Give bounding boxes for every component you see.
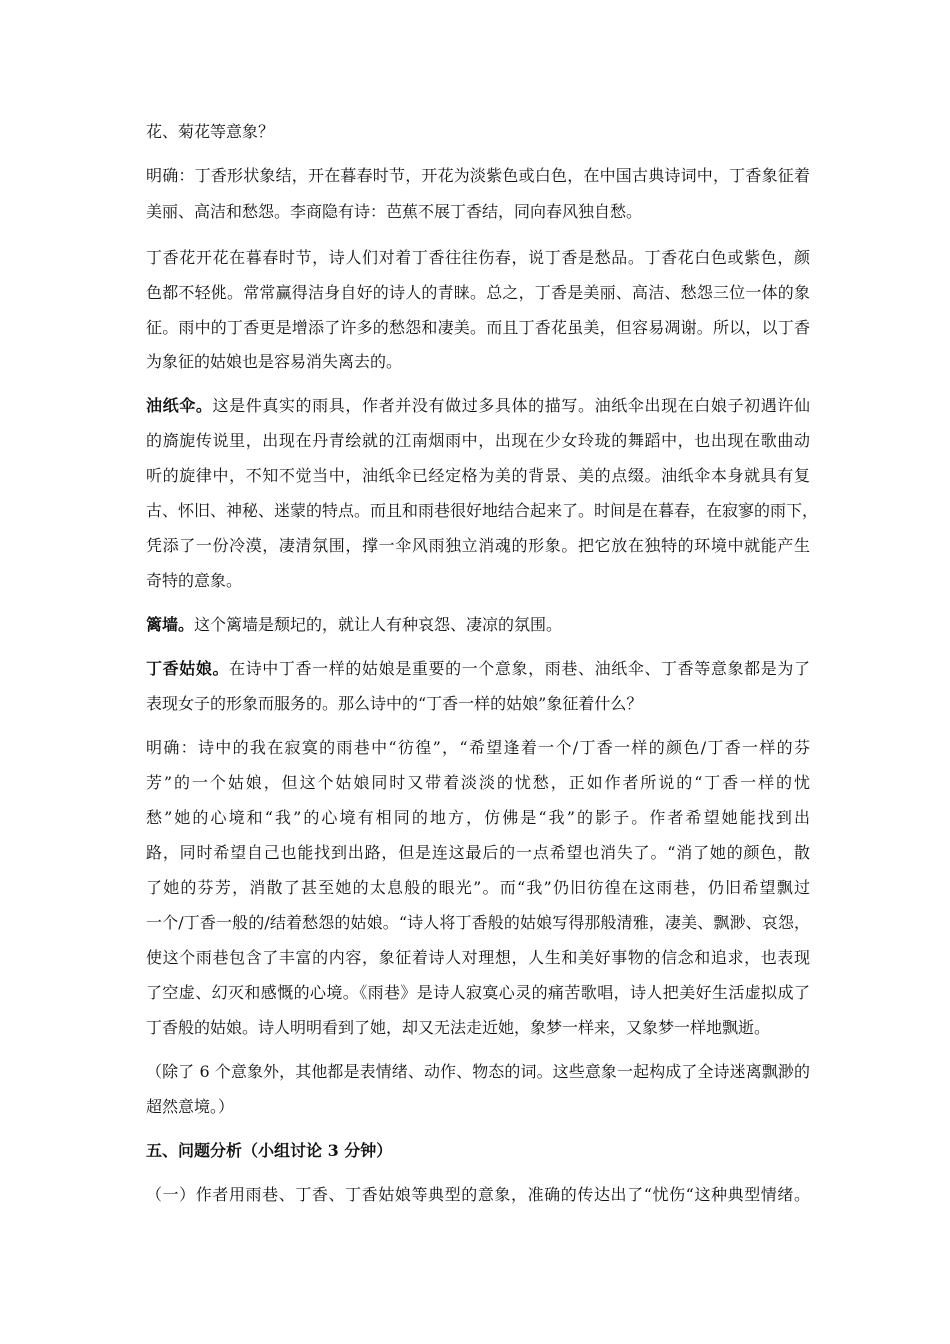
text-line <box>146 983 810 1003</box>
text-span: 征。雨中的丁香更是增添了许多的愁怨和凄美。而且丁香花虽美，但容易凋谢。所以，以丁香 <box>146 318 810 337</box>
text-line <box>146 248 810 268</box>
text-span: 丁香般的姑娘。诗人明明看到了她，却又无法走近她，象梦一样来，又象梦一样地飘逝。 <box>146 1018 771 1037</box>
text-line <box>146 738 810 758</box>
text-line <box>146 948 810 968</box>
text-span: （除了 6 个意象外，其他都是表情绪、动作、物态的词。这些意象一起构成了全诗迷离飘渺的 <box>146 1062 810 1081</box>
text-line <box>146 878 810 898</box>
text-span: 的旖旎传说里，出现在丹青绘就的江南烟雨中，出现在少女玲珑的舞蹈中，也出现在歌曲动 <box>146 431 810 450</box>
text-line <box>146 843 810 863</box>
text-span: 奇特的意象。 <box>146 571 243 590</box>
text-span: 这个篱墙是颓圮的，就让人有种哀怨、凄凉的氛围。 <box>194 615 563 634</box>
text-line <box>146 694 810 714</box>
text-line <box>146 166 810 186</box>
text-span: 愁”她的心境和“我”的心境有相同的地方，仿佛是“我”的影子。作者希望她能找到出 <box>146 808 810 827</box>
text-line <box>146 283 810 303</box>
text-span: 芳”的一个姑娘，但这个姑娘同时又带着淡淡的忧愁，正如作者所说的“丁香一样的忧 <box>146 773 810 792</box>
text-line <box>146 1018 810 1038</box>
text-span: 丁香花开花在暮春时节，诗人们对着丁香往往伤春，说丁香是愁品。丁香花白色或紫色，颜 <box>146 248 810 267</box>
text-span: 花、菊花等意象？ <box>146 122 275 141</box>
text-span: 明确：丁香形状象结，开在暮春时节，开花为淡紫色或白色，在中国古典诗词中，丁香象征着 <box>146 166 810 185</box>
bold-term: 篱墙。 <box>146 615 195 634</box>
text-span: 路，同时希望自己也能找到出路，但是连这最后的一点希望也消失了。“消了她的颜色，散 <box>146 843 810 862</box>
text-span: 超然意境。） <box>146 1097 235 1116</box>
text-line <box>146 536 810 556</box>
text-line <box>146 202 810 222</box>
text-span: 明确：诗中的我在寂寞的雨巷中“彷徨”，“希望逢着一个/丁香一样的颜色/丁香一样的芬 <box>146 738 810 757</box>
text-line <box>146 571 810 591</box>
text-span: 一个/丁香一般的/结着愁怨的姑娘。“诗人将丁香般的姑娘写得那般清雅，凄美、飘渺、哀怨， <box>146 913 810 932</box>
text-line <box>146 1185 810 1205</box>
text-line <box>146 352 810 372</box>
text-span: 为象征的姑娘也是容易消失离去的。 <box>146 352 403 371</box>
text-span: 凭添了一份冷漠，凄清氛围，撑一伞风雨独立消魂的形象。把它放在独特的环境中就能产生 <box>146 536 810 555</box>
text-line <box>146 913 810 933</box>
bold-term: 油纸伞。 <box>146 396 213 415</box>
text-span: （一）作者用雨巷、丁香、丁香姑娘等典型的意象，准确的传达出了“忧伤“这种典型情绪。 <box>146 1185 810 1204</box>
text-span: 了她的芬芳，消散了甚至她的太息般的眼光”。而“我”仍旧彷徨在这雨巷，仍旧希望飘过 <box>146 878 810 897</box>
text-span: 古、怀旧、神秘、迷蒙的特点。而且和雨巷很好地结合起来了。时间是在暮春，在寂寥的雨下， <box>146 501 819 520</box>
text-line <box>146 466 810 486</box>
text-span: 美丽、高洁和愁怨。李商隐有诗：芭蕉不展丁香结，同向春风独自愁。 <box>146 202 643 221</box>
text-line <box>146 122 810 142</box>
text-span: 表现女子的形象而服务的。那么诗中的“丁香一样的姑娘”象征着什么？ <box>146 694 643 713</box>
text-line <box>146 501 819 521</box>
bold-term: 五、问题分析（小组讨论 3 分钟） <box>146 1141 393 1160</box>
text-line <box>146 396 810 416</box>
text-span: 听的旋律中，不知不觉当中，油纸伞已经定格为美的背景、美的点缀。油纸伞本身就具有复 <box>146 466 810 485</box>
text-line <box>146 773 810 793</box>
text-line <box>146 615 810 635</box>
text-span: 这是件真实的雨具，作者并没有做过多具体的描写。油纸伞出现在白娘子初遇许仙 <box>212 396 810 415</box>
text-line <box>146 431 810 451</box>
text-span: 使这个雨巷包含了丰富的内容，象征着诗人对理想，人生和美好事物的信念和追求，也表现 <box>146 948 810 967</box>
text-line <box>146 659 810 679</box>
text-span: 色都不轻佻。常常赢得洁身自好的诗人的青睐。总之，丁香是美丽、高洁、愁怨三位一体的象 <box>146 283 810 302</box>
text-span: 在诗中丁香一样的姑娘是重要的一个意象，雨巷、油纸伞、丁香等意象都是为了 <box>229 659 810 678</box>
bold-term: 丁香姑娘。 <box>146 659 230 678</box>
text-line <box>146 1062 810 1082</box>
text-line <box>146 318 810 338</box>
text-line <box>146 1141 810 1161</box>
text-line <box>146 1097 810 1117</box>
text-line <box>146 808 810 828</box>
text-span: 了空虚、幻灭和感慨的心境。《雨巷》是诗人寂寞心灵的痛苦歌唱，诗人把美好生活虚拟成了 <box>146 983 810 1002</box>
